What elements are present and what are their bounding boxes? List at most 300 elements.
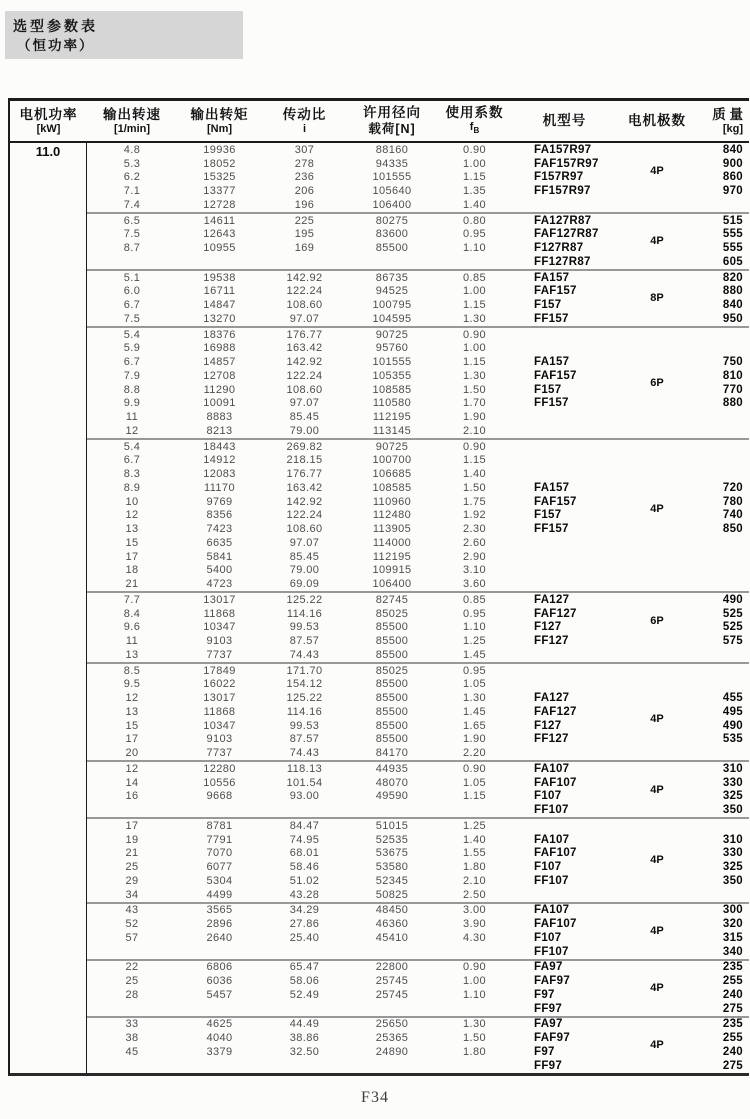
cell-output-speed: 13	[125, 705, 139, 718]
cell-ratio: 225	[294, 214, 315, 227]
mass-value: 535	[722, 733, 743, 746]
mass-value: 350	[722, 874, 743, 887]
cell-radial-load: 53675	[375, 847, 409, 860]
cell-ratio: 34.29	[289, 904, 320, 917]
cell-service-factor: 1.40	[462, 833, 486, 846]
mass-value: 235	[722, 961, 743, 974]
poles-label: 6P	[650, 376, 664, 389]
model-name: FAF107	[534, 776, 577, 789]
cell-service-factor: 1.35	[462, 185, 486, 198]
cell-radial-load: 113905	[372, 523, 412, 536]
table-group	[87, 212, 749, 269]
model-name: F107	[534, 861, 562, 874]
cell-output-torque: 10091	[203, 397, 236, 410]
cell-output-speed: 7.4	[123, 198, 141, 211]
cell-radial-load: 110960	[372, 495, 412, 508]
cell-output-speed: 25	[125, 861, 139, 874]
cell-output-speed: 12	[125, 509, 139, 522]
mass-value: 840	[722, 299, 743, 312]
cell-service-factor: 1.50	[462, 1032, 486, 1045]
cell-output-speed: 6.0	[123, 285, 141, 298]
cell-output-speed: 7.7	[123, 593, 141, 606]
cell-service-factor: 2.50	[462, 888, 486, 901]
cell-ratio: 93.00	[289, 790, 320, 803]
cell-radial-load: 50825	[375, 888, 409, 901]
cell-output-torque: 11290	[203, 383, 236, 396]
cell-service-factor: 3.10	[462, 564, 486, 577]
cell-ratio: 52.49	[289, 988, 320, 1001]
cell-output-torque: 13017	[203, 692, 236, 705]
cell-ratio: 163.42	[286, 481, 323, 494]
cell-service-factor: 1.10	[462, 988, 486, 1001]
page-number: F34	[361, 1089, 389, 1106]
mass-value: 325	[722, 790, 743, 803]
col-header-model: 机型号	[542, 113, 587, 128]
cell-service-factor: 1.15	[462, 356, 486, 369]
cell-service-factor: 3.00	[462, 904, 486, 917]
cell-service-factor: 2.10	[462, 424, 486, 437]
model-name: F157R97	[534, 171, 584, 184]
cell-output-speed: 7.5	[123, 228, 141, 241]
cell-radial-load: 112195	[372, 411, 412, 424]
poles-label: 6P	[650, 614, 664, 627]
col-header-poles: 电机极数	[628, 113, 686, 128]
mass-value: 490	[722, 719, 743, 732]
model-name: F157	[534, 509, 562, 522]
cell-output-speed: 9.9	[123, 397, 141, 410]
cell-ratio: 51.02	[289, 874, 320, 887]
cell-radial-load: 86735	[375, 271, 409, 284]
cell-radial-load: 106685	[372, 468, 412, 481]
mass-value: 555	[722, 242, 743, 255]
cell-service-factor: 1.40	[462, 468, 486, 481]
cell-output-speed: 8.8	[123, 383, 141, 396]
cell-output-torque: 4499	[206, 888, 233, 901]
cell-radial-load: 105640	[372, 185, 412, 198]
model-name: FF107	[534, 874, 569, 887]
cell-output-torque: 7791	[206, 833, 233, 846]
mass-value: 820	[722, 271, 743, 284]
cell-radial-load: 100700	[372, 454, 412, 467]
cell-radial-load: 53580	[375, 861, 409, 874]
cell-service-factor: 1.25	[462, 635, 486, 648]
cell-service-factor: 1.00	[462, 157, 486, 170]
cell-radial-load: 49590	[375, 790, 409, 803]
cell-output-speed: 34	[125, 888, 139, 901]
cell-output-speed: 5.3	[123, 157, 141, 170]
table-group	[87, 760, 749, 817]
cell-output-torque: 12708	[203, 369, 236, 382]
cell-service-factor: 2.30	[462, 523, 486, 536]
model-name: FF157	[534, 523, 569, 536]
cell-output-speed: 16	[125, 790, 139, 803]
cell-output-speed: 12	[125, 692, 139, 705]
cell-output-torque: 3565	[206, 904, 233, 917]
cell-radial-load: 90725	[375, 440, 409, 453]
cell-service-factor: 1.30	[462, 1018, 486, 1031]
cell-ratio: 171.70	[286, 664, 323, 677]
cell-radial-load: 101555	[372, 171, 412, 184]
cell-output-torque: 9769	[206, 495, 233, 508]
model-name: F127	[534, 719, 562, 732]
cell-ratio: 218.15	[286, 454, 323, 467]
cell-ratio: 142.92	[286, 495, 323, 508]
cell-output-torque: 16988	[203, 342, 236, 355]
poles-label: 4P	[650, 1039, 664, 1051]
col-header-service-factor: 使用系数 $f_B$	[445, 104, 504, 136]
cell-output-speed: 17	[125, 733, 139, 746]
mass-value: 255	[722, 975, 743, 988]
mass-value: 275	[722, 1002, 743, 1015]
cell-radial-load: 82745	[375, 593, 409, 606]
poles-label: 4P	[650, 783, 664, 796]
cell-output-speed: 7.1	[123, 185, 141, 198]
mass-value: 950	[722, 312, 743, 325]
cell-ratio: 307	[294, 143, 315, 156]
cell-output-speed: 45	[125, 1045, 139, 1058]
cell-radial-load: 24890	[375, 1045, 409, 1058]
cell-output-speed: 8.5	[123, 664, 141, 677]
mass-value: 300	[722, 904, 743, 917]
cell-output-speed: 20	[125, 747, 139, 760]
model-name: F127R87	[534, 242, 584, 255]
cell-service-factor: 1.50	[462, 383, 486, 396]
cell-ratio: 97.07	[289, 312, 320, 325]
cell-output-speed: 14	[125, 776, 139, 789]
cell-service-factor: 3.60	[462, 578, 486, 591]
cell-output-torque: 2896	[206, 918, 233, 931]
cell-ratio: 79.00	[289, 424, 320, 437]
cell-ratio: 79.00	[289, 564, 320, 577]
cell-ratio: 108.60	[286, 383, 323, 396]
cell-radial-load: 83600	[375, 228, 409, 241]
cell-output-speed: 33	[125, 1018, 139, 1031]
poles-label: 4P	[650, 712, 664, 725]
cell-radial-load: 101555	[372, 356, 412, 369]
model-name: FAF127	[534, 705, 577, 718]
cell-ratio: 87.57	[289, 733, 320, 746]
cell-service-factor: 1.00	[462, 975, 486, 988]
cell-output-torque: 9103	[206, 733, 233, 746]
table-group	[87, 817, 749, 902]
cell-ratio: 154.12	[286, 678, 323, 691]
cell-service-factor: 1.70	[462, 397, 486, 410]
mass-value: 255	[722, 1032, 743, 1045]
cell-service-factor: 1.30	[462, 692, 486, 705]
cell-output-speed: 22	[125, 961, 139, 974]
cell-ratio: 74.43	[289, 648, 320, 661]
cell-output-torque: 10556	[203, 776, 236, 789]
cell-radial-load: 85500	[375, 648, 409, 661]
cell-ratio: 25.40	[289, 931, 320, 944]
cell-ratio: 44.49	[289, 1018, 320, 1031]
cell-radial-load: 90725	[375, 328, 409, 341]
col-header-ratio: 传动比 i	[282, 107, 327, 135]
cell-ratio: 38.86	[289, 1032, 320, 1045]
cell-service-factor: 1.15	[462, 299, 486, 312]
cell-radial-load: 25745	[375, 988, 409, 1001]
cell-output-speed: 5.9	[123, 342, 141, 355]
cell-output-torque: 5841	[206, 550, 233, 563]
cell-service-factor: 1.55	[462, 847, 486, 860]
cell-output-torque: 18376	[203, 328, 236, 341]
cell-ratio: 269.82	[286, 440, 323, 453]
cell-output-torque: 2640	[206, 931, 233, 944]
cell-radial-load: 44935	[375, 762, 409, 775]
model-name: FA97	[534, 961, 563, 974]
cell-output-torque: 11170	[204, 481, 235, 494]
cell-service-factor: 1.90	[462, 411, 486, 424]
cell-output-torque: 12280	[203, 762, 236, 775]
cell-service-factor: 1.30	[462, 369, 486, 382]
cell-output-speed: 6.7	[123, 299, 141, 312]
cell-ratio: 99.53	[289, 719, 320, 732]
mass-value: 275	[722, 1059, 743, 1072]
cell-output-torque: 7737	[206, 747, 233, 760]
cell-output-speed: 13	[125, 648, 139, 661]
cell-output-torque: 5304	[206, 874, 233, 887]
cell-ratio: 43.28	[289, 888, 320, 901]
cell-radial-load: 52535	[375, 833, 409, 846]
cell-output-speed: 9.6	[123, 621, 141, 634]
poles-label: 4P	[650, 925, 664, 937]
mass-value: 780	[722, 495, 743, 508]
cell-radial-load: 85500	[375, 705, 409, 718]
cell-output-speed: 8.7	[123, 242, 141, 255]
cell-output-torque: 6635	[206, 536, 233, 549]
cell-ratio: 142.92	[286, 356, 323, 369]
cell-radial-load: 80275	[375, 214, 409, 227]
cell-service-factor: 1.15	[462, 790, 486, 803]
cell-output-speed: 5.1	[123, 271, 141, 284]
model-name: FAF107	[534, 918, 577, 931]
cell-ratio: 176.77	[286, 468, 323, 481]
model-name: FAF107	[534, 847, 577, 860]
cell-output-torque: 7737	[206, 648, 233, 661]
cell-output-torque: 6036	[206, 975, 233, 988]
cell-radial-load: 25365	[375, 1032, 409, 1045]
cell-service-factor: 1.45	[462, 648, 486, 661]
cell-output-speed: 21	[125, 847, 139, 860]
cell-output-torque: 17849	[203, 664, 236, 677]
cell-service-factor: 1.30	[462, 312, 486, 325]
cell-output-torque: 11868	[203, 705, 236, 718]
model-name: FF157	[534, 312, 569, 325]
mass-value: 880	[722, 397, 743, 410]
cell-ratio: 163.42	[286, 342, 323, 355]
model-name: FAF97	[534, 1032, 571, 1045]
model-name: FA127	[534, 593, 570, 606]
cell-ratio: 278	[294, 157, 315, 170]
cell-radial-load: 85025	[375, 664, 409, 677]
cell-service-factor: 3.90	[462, 918, 486, 931]
mass-value: 810	[722, 369, 743, 382]
cell-ratio: 125.22	[286, 692, 323, 705]
cell-output-torque: 10347	[203, 621, 236, 634]
cell-output-speed: 6.5	[123, 214, 141, 227]
model-name: FA157	[534, 356, 570, 369]
cell-ratio: 87.57	[289, 635, 320, 648]
cell-output-torque: 9668	[206, 790, 233, 803]
mass-value: 525	[722, 621, 743, 634]
cell-output-torque: 14611	[203, 214, 236, 227]
cell-radial-load: 85500	[375, 733, 409, 746]
cell-output-torque: 8356	[206, 509, 233, 522]
cell-ratio: 114.16	[286, 607, 323, 620]
cell-output-torque: 8781	[206, 819, 233, 832]
cell-output-speed: 43	[125, 904, 139, 917]
mass-value: 330	[722, 776, 743, 789]
cell-radial-load: 95760	[375, 342, 409, 355]
cell-output-speed: 38	[125, 1032, 139, 1045]
model-name: FA127	[534, 692, 570, 705]
cell-ratio: 236	[294, 171, 315, 184]
cell-output-speed: 25	[125, 975, 139, 988]
cell-output-speed: 9.5	[123, 678, 141, 691]
cell-service-factor: 1.50	[462, 481, 486, 494]
cell-service-factor: 4.30	[462, 931, 486, 944]
cell-output-torque: 4040	[206, 1032, 233, 1045]
cell-output-speed: 15	[125, 719, 139, 732]
mass-value: 840	[722, 143, 743, 156]
cell-radial-load: 85500	[375, 621, 409, 634]
cell-service-factor: 1.92	[462, 509, 486, 522]
table-header-row	[10, 101, 749, 143]
mass-value: 240	[722, 988, 743, 1001]
cell-output-speed: 19	[125, 833, 139, 846]
cell-radial-load: 112195	[372, 550, 412, 563]
cell-output-torque: 8883	[206, 411, 233, 424]
cell-output-speed: 6.7	[123, 356, 141, 369]
model-name: F107	[534, 931, 562, 944]
cell-service-factor: 1.40	[462, 198, 486, 211]
page-title-line1: 选型参数表	[13, 18, 98, 34]
poles-label: 4P	[650, 502, 664, 515]
cell-service-factor: 0.90	[462, 762, 486, 775]
cell-service-factor: 1.15	[462, 171, 486, 184]
cell-service-factor: 2.10	[462, 874, 486, 887]
mass-value: 720	[722, 481, 743, 494]
cell-service-factor: 2.90	[462, 550, 486, 563]
cell-output-speed: 57	[125, 931, 139, 944]
table-group	[87, 1016, 749, 1073]
cell-service-factor: 2.20	[462, 747, 486, 760]
cell-radial-load: 85500	[375, 678, 409, 691]
cell-ratio: 68.01	[289, 847, 320, 860]
cell-output-torque: 6806	[206, 961, 233, 974]
table-group	[87, 269, 749, 326]
model-name: FF107	[534, 945, 569, 958]
cell-output-torque: 13377	[203, 185, 236, 198]
model-name: FA107	[534, 904, 570, 917]
model-name: F97	[534, 988, 555, 1001]
mass-value: 320	[722, 918, 743, 931]
cell-output-torque: 4723	[206, 578, 233, 591]
mass-value: 315	[722, 931, 743, 944]
cell-output-torque: 18052	[203, 157, 236, 170]
cell-output-torque: 5457	[206, 988, 233, 1001]
cell-radial-load: 94525	[375, 285, 409, 298]
cell-output-torque: 12643	[203, 228, 236, 241]
model-name: FAF97	[534, 975, 571, 988]
cell-radial-load: 85500	[375, 635, 409, 648]
cell-output-speed: 11	[125, 635, 139, 648]
cell-radial-load: 106400	[372, 198, 412, 211]
cell-output-speed: 5.4	[123, 328, 141, 341]
cell-output-torque: 10347	[203, 719, 236, 732]
cell-output-torque: 12728	[203, 198, 236, 211]
model-name: F97	[534, 1045, 555, 1058]
poles-label: 4P	[650, 982, 664, 994]
model-name: F157	[534, 299, 562, 312]
cell-ratio: 69.09	[289, 578, 320, 591]
mass-value: 495	[722, 705, 743, 718]
col-header-radial-load: 许用径向 载荷[N]	[363, 105, 421, 136]
mass-value: 850	[722, 523, 743, 536]
cell-radial-load: 52345	[375, 874, 409, 887]
cell-output-speed: 6.7	[123, 454, 141, 467]
mass-value: 310	[722, 833, 743, 846]
cell-output-speed: 7.9	[123, 369, 141, 382]
table-group	[87, 143, 749, 212]
model-name: FAF157	[534, 369, 577, 382]
poles-label: 4P	[650, 235, 664, 248]
cell-output-speed: 18	[125, 564, 139, 577]
cell-output-speed: 8.9	[123, 481, 141, 494]
cell-radial-load: 85500	[375, 242, 409, 255]
cell-output-speed: 13	[125, 523, 139, 536]
motor-power-value: 11.0	[10, 143, 87, 1073]
model-name: F107	[534, 790, 562, 803]
cell-service-factor: 0.90	[462, 961, 486, 974]
cell-radial-load: 85025	[375, 607, 409, 620]
cell-output-torque: 14847	[203, 299, 236, 312]
col-header-output-speed: 输出转速 [1/min]	[103, 107, 161, 135]
mass-value: 970	[722, 185, 743, 198]
model-name: F157	[534, 383, 562, 396]
model-name: FAF127	[534, 607, 577, 620]
mass-value: 575	[722, 635, 743, 648]
cell-radial-load: 106400	[372, 578, 412, 591]
cell-service-factor: 1.80	[462, 1045, 486, 1058]
cell-radial-load: 51015	[375, 819, 409, 832]
cell-service-factor: 1.65	[462, 719, 486, 732]
model-name: FA107	[534, 833, 570, 846]
mass-value: 350	[722, 804, 743, 817]
mass-value: 555	[722, 228, 743, 241]
cell-radial-load: 46360	[375, 918, 409, 931]
cell-output-speed: 28	[125, 988, 139, 1001]
cell-radial-load: 110580	[372, 397, 412, 410]
cell-output-torque: 8213	[206, 424, 233, 437]
cell-service-factor: 1.25	[462, 819, 486, 832]
cell-ratio: 114.16	[286, 705, 323, 718]
model-name: FF127	[534, 635, 569, 648]
cell-ratio: 99.53	[289, 621, 320, 634]
cell-ratio: 74.43	[289, 747, 320, 760]
mass-value: 325	[722, 861, 743, 874]
cell-ratio: 118.13	[286, 762, 323, 775]
mass-value: 750	[722, 356, 743, 369]
cell-radial-load: 88160	[375, 143, 409, 156]
model-name: FAF157R97	[534, 157, 599, 170]
cell-output-speed: 29	[125, 874, 139, 887]
cell-ratio: 108.60	[286, 299, 323, 312]
cell-service-factor: 1.80	[462, 861, 486, 874]
cell-ratio: 27.86	[289, 918, 320, 931]
cell-ratio: 169	[294, 242, 315, 255]
poles-label: 4P	[650, 854, 664, 867]
